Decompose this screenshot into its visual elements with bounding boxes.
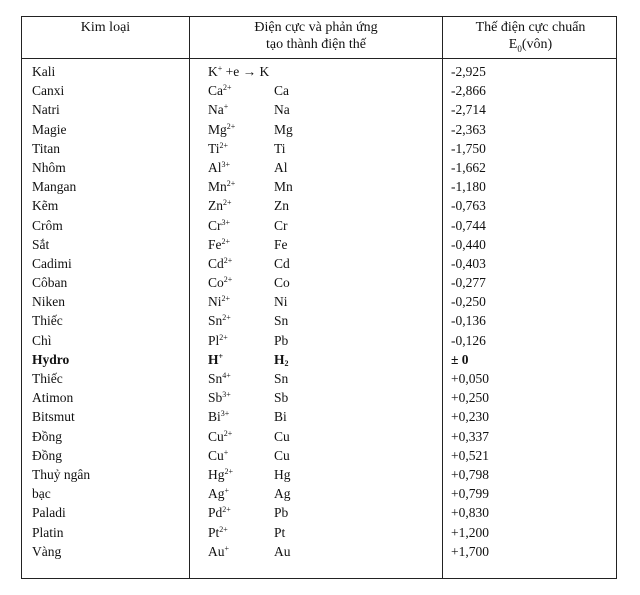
ion-symbol [208, 292, 230, 311]
table-row [22, 139, 618, 158]
standard-potential: -0,763 [451, 198, 486, 214]
atom-symbol [274, 369, 288, 388]
table-row [22, 158, 618, 177]
ion-symbol [208, 311, 231, 330]
ion-element: Ca [208, 83, 223, 99]
ion-symbol [208, 331, 228, 350]
table-row [22, 273, 618, 292]
standard-potential: +0,337 [451, 428, 489, 444]
table-body [22, 62, 618, 561]
metal-name: Kẽm [32, 198, 59, 214]
atom-symbol [274, 100, 290, 119]
table-row [22, 484, 618, 503]
ion-charge: + [218, 351, 224, 361]
table-row [22, 407, 618, 426]
atom-symbol [274, 158, 288, 177]
header-potential [443, 19, 618, 58]
ion-symbol [208, 503, 231, 522]
atom-element: H [274, 351, 285, 367]
ion-element: Pt [208, 524, 220, 540]
ion-charge: 2+ [223, 198, 232, 208]
ion-charge: + [224, 486, 230, 496]
metal-name: Natri [32, 102, 60, 118]
ion-symbol: K [208, 64, 218, 79]
standard-potential: ± 0 [451, 351, 469, 367]
header-divider [22, 58, 616, 59]
standard-potential: +0,230 [451, 409, 489, 425]
atom-symbol [274, 81, 289, 100]
ion-element: Sb [208, 390, 223, 406]
metal-name: Côban [32, 275, 68, 291]
metal-name: Đồng [32, 428, 62, 444]
atom-element: Au [274, 543, 291, 559]
table-row [22, 465, 618, 484]
table-row [22, 254, 618, 273]
ion-charge: 3+ [221, 159, 231, 169]
ion-charge: 2+ [223, 255, 233, 265]
ion-charge: 2+ [223, 428, 233, 438]
atom-symbol [274, 465, 291, 484]
ion-element: Cd [208, 255, 224, 271]
standard-potential: +0,250 [451, 390, 489, 406]
table-row [22, 196, 618, 215]
header-potential-subscript: 0 [517, 43, 522, 54]
ion-symbol [208, 158, 230, 177]
standard-potential: +0,798 [451, 466, 489, 482]
atom-element: Cu [274, 428, 290, 444]
table-row [22, 62, 618, 81]
standard-potential: +1,700 [451, 543, 489, 559]
electrode-reaction [208, 62, 269, 81]
ion-element: Zn [208, 198, 223, 214]
ion-charge: 2+ [222, 505, 231, 515]
ion-charge: 2+ [223, 83, 232, 93]
standard-potential: -0,744 [451, 217, 486, 233]
atom-symbol [274, 331, 288, 350]
standard-potential: -1,662 [451, 159, 486, 175]
standard-potential: -0,277 [451, 275, 486, 291]
standard-potential: -0,250 [451, 294, 486, 310]
atom-element: Sb [274, 390, 289, 406]
metal-name: Sắt [32, 236, 50, 252]
ion-charge: 2+ [219, 524, 228, 534]
ion-symbol [208, 465, 233, 484]
metal-name: Đồng [32, 447, 62, 463]
atom-element: Cu [274, 447, 290, 463]
metal-name: Thuỷ ngân [32, 466, 91, 482]
standard-potential: -2,866 [451, 83, 486, 99]
ion-charge: 2+ [221, 236, 231, 246]
atom-symbol [274, 292, 288, 311]
table-row [22, 81, 618, 100]
table-row [22, 369, 618, 388]
metal-name: Atimon [32, 390, 74, 406]
ion-element: Cu [208, 428, 224, 444]
ion-symbol [208, 196, 232, 215]
header-potential-line2 [443, 36, 618, 58]
ion-charge: + [223, 102, 229, 112]
ion-symbol [208, 100, 228, 119]
standard-potential: -2,363 [451, 121, 486, 137]
ion-charge: + [223, 447, 229, 457]
standard-potential: -0,403 [451, 255, 486, 271]
ion-charge: 2+ [226, 179, 236, 189]
standard-potential: -1,750 [451, 140, 486, 156]
table-row [22, 446, 618, 465]
standard-potential: -2,925 [451, 64, 486, 79]
ion-element: Ti [208, 140, 220, 156]
atom-symbol [274, 311, 288, 330]
ion-element: Cu [208, 447, 224, 463]
atom-subscript: 2 [284, 358, 289, 368]
ion-symbol [208, 216, 230, 235]
atom-element: Pt [274, 524, 286, 540]
header-potential-unit: (vôn) [521, 37, 553, 52]
atom-symbol [274, 427, 290, 446]
metal-name: Cadimi [32, 255, 72, 271]
standard-potential: -2,714 [451, 102, 486, 118]
atom-element: Na [274, 102, 290, 118]
ion-symbol [208, 427, 232, 446]
atom-element: Sn [274, 371, 289, 386]
atom-element: Ti [274, 140, 286, 156]
atom-symbol [274, 177, 293, 196]
ion-symbol [208, 446, 228, 465]
ion-symbol [208, 254, 232, 273]
atom-element: Ag [274, 486, 291, 502]
atom-element: Mg [274, 121, 293, 137]
metal-name: Hydro [32, 351, 70, 367]
ion-symbol [208, 542, 229, 561]
metal-name: Thiếc [32, 371, 63, 386]
table-row [22, 331, 618, 350]
table-row [22, 216, 618, 235]
atom-symbol [274, 235, 288, 254]
atom-element: Ca [274, 83, 289, 99]
atom-symbol [274, 139, 286, 158]
ion-symbol [208, 388, 231, 407]
table-row [22, 542, 618, 561]
table-row [22, 292, 618, 311]
atom-element: Cr [274, 217, 288, 233]
ion-element: H [208, 351, 219, 367]
table-row [22, 350, 618, 369]
ion-element: Na [208, 102, 224, 118]
ion-charge: 2+ [224, 466, 234, 476]
table-row [22, 427, 618, 446]
metal-name: Nhôm [32, 159, 66, 175]
atom-element: Mn [274, 179, 293, 195]
atom-element: Zn [274, 198, 289, 214]
table-row [22, 311, 618, 330]
ion-symbol [208, 235, 230, 254]
ion-charge: 4+ [222, 371, 231, 380]
ion-element: Pl [208, 332, 220, 348]
standard-potential: -0,440 [451, 236, 486, 252]
table-row [22, 120, 618, 139]
ion-symbol [208, 139, 228, 158]
ion-charge: + [224, 543, 230, 553]
metal-name: Chì [32, 332, 52, 348]
ion-element: Al [208, 159, 222, 175]
header-electrode [190, 19, 442, 53]
table-row [22, 388, 618, 407]
header-potential-line1: Thế điện cực chuẩn [475, 20, 586, 35]
ion-charge: 2+ [222, 313, 231, 323]
ion-element: Fe [208, 236, 222, 252]
atom-element: Cd [274, 255, 290, 271]
atom-symbol [274, 120, 293, 139]
atom-symbol [274, 523, 285, 542]
atom-symbol [274, 446, 290, 465]
ion-charge: + [217, 64, 223, 73]
table-row [22, 100, 618, 119]
atom-symbol [274, 388, 288, 407]
electrode-potential-table [21, 16, 617, 579]
metal-name: Platin [32, 524, 64, 540]
header-electrode-line1: Điện cực và phản ứng [254, 20, 378, 35]
atom-element: Pb [274, 332, 289, 348]
atom-symbol [274, 542, 291, 561]
standard-potential: -1,180 [451, 179, 486, 195]
ion-element: Ag [208, 486, 225, 502]
atom-element: Ni [274, 294, 288, 310]
ion-element: Au [208, 543, 225, 559]
standard-potential: +1,200 [451, 524, 489, 540]
ion-element: Mg [208, 121, 227, 137]
atom-symbol [274, 503, 288, 522]
ion-element: Hg [208, 466, 225, 482]
atom-symbol [274, 273, 290, 292]
atom-element: Fe [274, 236, 288, 252]
atom-element: Co [274, 275, 290, 291]
ion-element: Mn [208, 179, 227, 195]
ion-symbol [208, 81, 232, 100]
ion-charge: 2+ [221, 294, 231, 304]
standard-potential: -0,126 [451, 332, 486, 348]
atom-element: Pb [274, 505, 289, 521]
metal-name: Thiếc [32, 313, 63, 329]
atom-element: Al [274, 159, 288, 175]
ion-charge: 2+ [219, 140, 229, 150]
metal-name: Crôm [32, 217, 63, 233]
ion-charge: 3+ [222, 390, 231, 400]
table-row [22, 523, 618, 542]
ion-charge: 2+ [223, 275, 233, 285]
ion-element: Ni [208, 294, 222, 310]
atom-symbol [274, 196, 289, 215]
ion-charge: 2+ [219, 332, 228, 342]
ion-element: Sn [208, 313, 223, 329]
ion-element: Co [208, 275, 224, 291]
standard-potential: +0,521 [451, 447, 489, 463]
metal-name: Titan [32, 140, 61, 156]
atom-symbol [274, 407, 287, 426]
metal-name: Magie [32, 121, 67, 137]
metal-name: Vàng [32, 543, 62, 559]
metal-name: Mangan [32, 179, 77, 195]
ion-element: Sn [208, 371, 223, 386]
ion-symbol [208, 120, 235, 139]
atom-element: Sn [274, 313, 289, 329]
ion-symbol [208, 273, 232, 292]
table-row [22, 503, 618, 522]
metal-name: Bitsmut [32, 409, 75, 425]
ion-charge: 3+ [221, 217, 231, 227]
ion-element: Pd [208, 505, 223, 521]
atom-symbol [274, 216, 288, 235]
standard-potential: +0,050 [451, 371, 489, 386]
ion-symbol [208, 177, 235, 196]
ion-symbol [208, 369, 231, 388]
ion-element: Cr [208, 217, 222, 233]
metal-name: Paladi [32, 505, 66, 521]
ion-element: Bi [208, 409, 221, 425]
header-potential-symbol: E [508, 37, 518, 52]
metal-name: Niken [32, 294, 65, 310]
ion-charge: 3+ [220, 409, 230, 419]
standard-potential: +0,799 [451, 486, 489, 502]
ion-symbol [208, 523, 228, 542]
atom-element: Hg [274, 466, 291, 482]
ion-symbol [208, 407, 229, 426]
table-row [22, 177, 618, 196]
atom-symbol [274, 484, 291, 503]
metal-name: Kali [32, 64, 56, 79]
atom-element: Bi [274, 409, 287, 425]
header-electrode-line2: tạo thành điện thế [266, 37, 366, 52]
metal-name: Canxi [32, 83, 65, 99]
ion-symbol [208, 484, 229, 503]
atom-symbol [274, 350, 289, 369]
standard-potential: -0,136 [451, 313, 486, 329]
reaction-rest: +e → K [222, 64, 270, 79]
ion-symbol [208, 350, 223, 369]
atom-symbol [274, 254, 290, 273]
table-row [22, 235, 618, 254]
standard-potential: +0,830 [451, 505, 489, 521]
metal-name: bạc [32, 486, 51, 502]
header-metal: Kim loại [80, 20, 131, 35]
ion-charge: 2+ [226, 121, 236, 131]
